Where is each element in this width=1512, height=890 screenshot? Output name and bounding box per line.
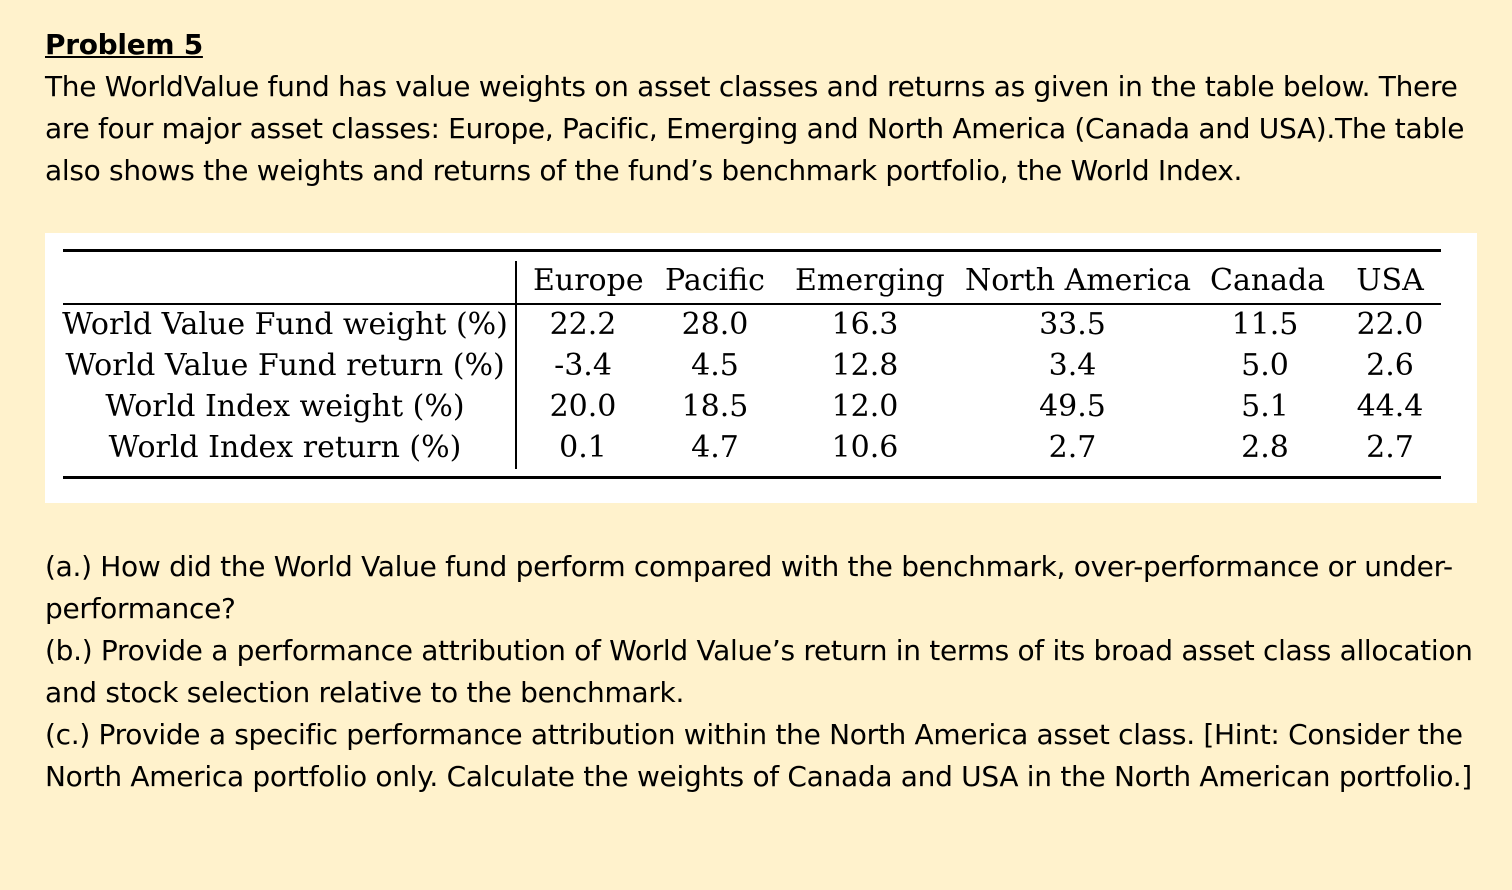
column-header-europe: Europe [533,263,644,298]
data-table [45,233,1477,503]
table-cell: 5.0 [1241,348,1289,383]
table-cell: 16.3 [831,307,899,342]
column-header-usa: USA [1356,263,1424,298]
question-c: (c.) Provide a specific performance attribution within the North America asset class. [Hint: Consider the North America portfolio only. Calculate the weights of Canada and USA in the North American portfolio.] [45,718,1472,793]
questions-block [45,546,1485,798]
table-bottom-rule [63,476,1441,479]
table-cell: 20.0 [549,389,617,424]
problem-title: Problem 5 [45,28,203,61]
table-cell: 3.4 [1048,348,1097,383]
table-cell: 28.0 [681,307,749,342]
table-cell: 12.0 [831,389,899,424]
question-b: (b.) Provide a performance attribution of World Value’s return in terms of its broad asset class allocation and stock selection relative to the benchmark. [45,634,1473,709]
column-header-emerging: Emerging [795,263,945,298]
column-header-pacific: Pacific [665,263,765,298]
table-cell: 5.1 [1241,389,1289,424]
row-label-index-return: World Index return (%) [108,430,462,465]
table-cell: 4.7 [691,430,739,465]
table-cell: 2.8 [1241,430,1289,465]
table-cell: 11.5 [1231,307,1299,342]
column-header-canada: Canada [1210,263,1326,298]
table-cell: -3.4 [554,348,612,383]
table-cell: 2.7 [1366,430,1414,465]
table-cell: 4.5 [691,348,739,383]
table-cell: 10.6 [831,430,899,465]
table-top-rule [63,249,1441,252]
table-cell: 2.7 [1048,430,1097,465]
column-header-north-america: North America [965,263,1192,298]
table-cell: 18.5 [681,389,749,424]
question-a: (a.) How did the World Value fund perform compared with the benchmark, over-performance or under-performance? [45,550,1453,625]
table-cell: 44.4 [1356,389,1424,424]
problem-intro: The WorldValue fund has value weights on asset classes and returns as given in the table below. There are four major asset classes: Europe, Pacific, Emerging and North America (Canada and USA).The table also shows the weights and returns of the fund’s benchmark portfolio, the World Index. [45,70,1465,187]
table-cell: 0.1 [559,430,607,465]
table-cell: 33.5 [1039,307,1106,342]
table-cell: 22.0 [1356,307,1424,342]
row-label-index-weight: World Index weight (%) [105,389,465,424]
table-label-divider [515,261,517,469]
row-label-fund-return: World Value Fund return (%) [65,348,505,383]
table-cell: 12.8 [831,348,899,383]
table-cell: 2.6 [1366,348,1414,383]
table-cell: 49.5 [1039,389,1106,424]
table-cell: 22.2 [549,307,617,342]
row-label-fund-weight: World Value Fund weight (%) [62,307,508,342]
